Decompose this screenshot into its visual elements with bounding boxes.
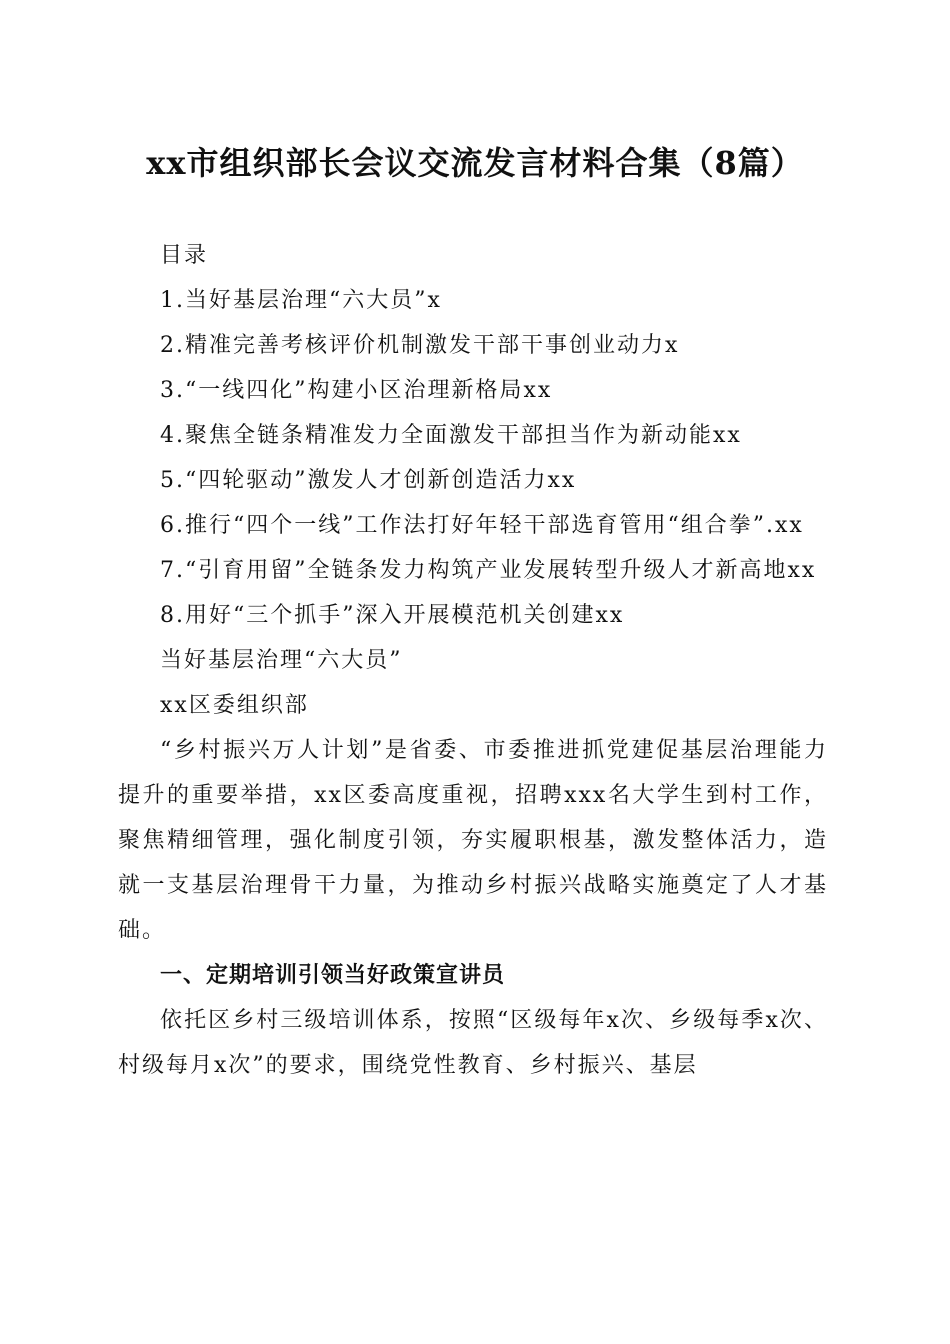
toc-item: 2.精准完善考核评价机制激发干部干事创业动力x bbox=[160, 333, 680, 358]
toc-label: 目录 bbox=[160, 243, 209, 268]
toc-item: 8.用好“三个抓手”深入开展模范机关创建xx bbox=[160, 603, 625, 628]
document-body bbox=[118, 233, 828, 1088]
toc-item: 6.推行“四个一线”工作法打好年轻干部选育管用“组合拳”.xx bbox=[160, 513, 804, 538]
toc-item: 7.“引育用留”全链条发力构筑产业发展转型升级人才新高地xx bbox=[160, 558, 817, 583]
article-author: xx区委组织部 bbox=[160, 693, 309, 718]
section-paragraph: 依托区乡村三级培训体系，按照“区级每年x次、乡级每季x次、村级每月x次”的要求，围绕党性教育、乡村振兴、基层 bbox=[118, 1008, 828, 1078]
toc-item: 5.“四轮驱动”激发人才创新创造活力xx bbox=[160, 468, 577, 493]
document-title: xx市组织部长会议交流发言材料合集（8篇） bbox=[146, 144, 804, 182]
toc-item: 1.当好基层治理“六大员”x bbox=[160, 288, 442, 313]
intro-paragraph: “乡村振兴万人计划”是省委、市委推进抓党建促基层治理能力提升的重要举措，xx区委高度重视，招聘xxx名大学生到村工作，聚焦精细管理，强化制度引领，夯实履职根基，激发整体活力，造就一支基层治理骨干力量，为推动乡村振兴战略实施奠定了人才基础。 bbox=[118, 738, 828, 943]
section-heading: 一、定期培训引领当好政策宣讲员 bbox=[160, 963, 506, 988]
toc-item: 4.聚焦全链条精准发力全面激发干部担当作为新动能xx bbox=[160, 423, 742, 448]
article-title: 当好基层治理“六大员” bbox=[160, 648, 403, 673]
toc-item: 3.“一线四化”构建小区治理新格局xx bbox=[160, 378, 553, 403]
